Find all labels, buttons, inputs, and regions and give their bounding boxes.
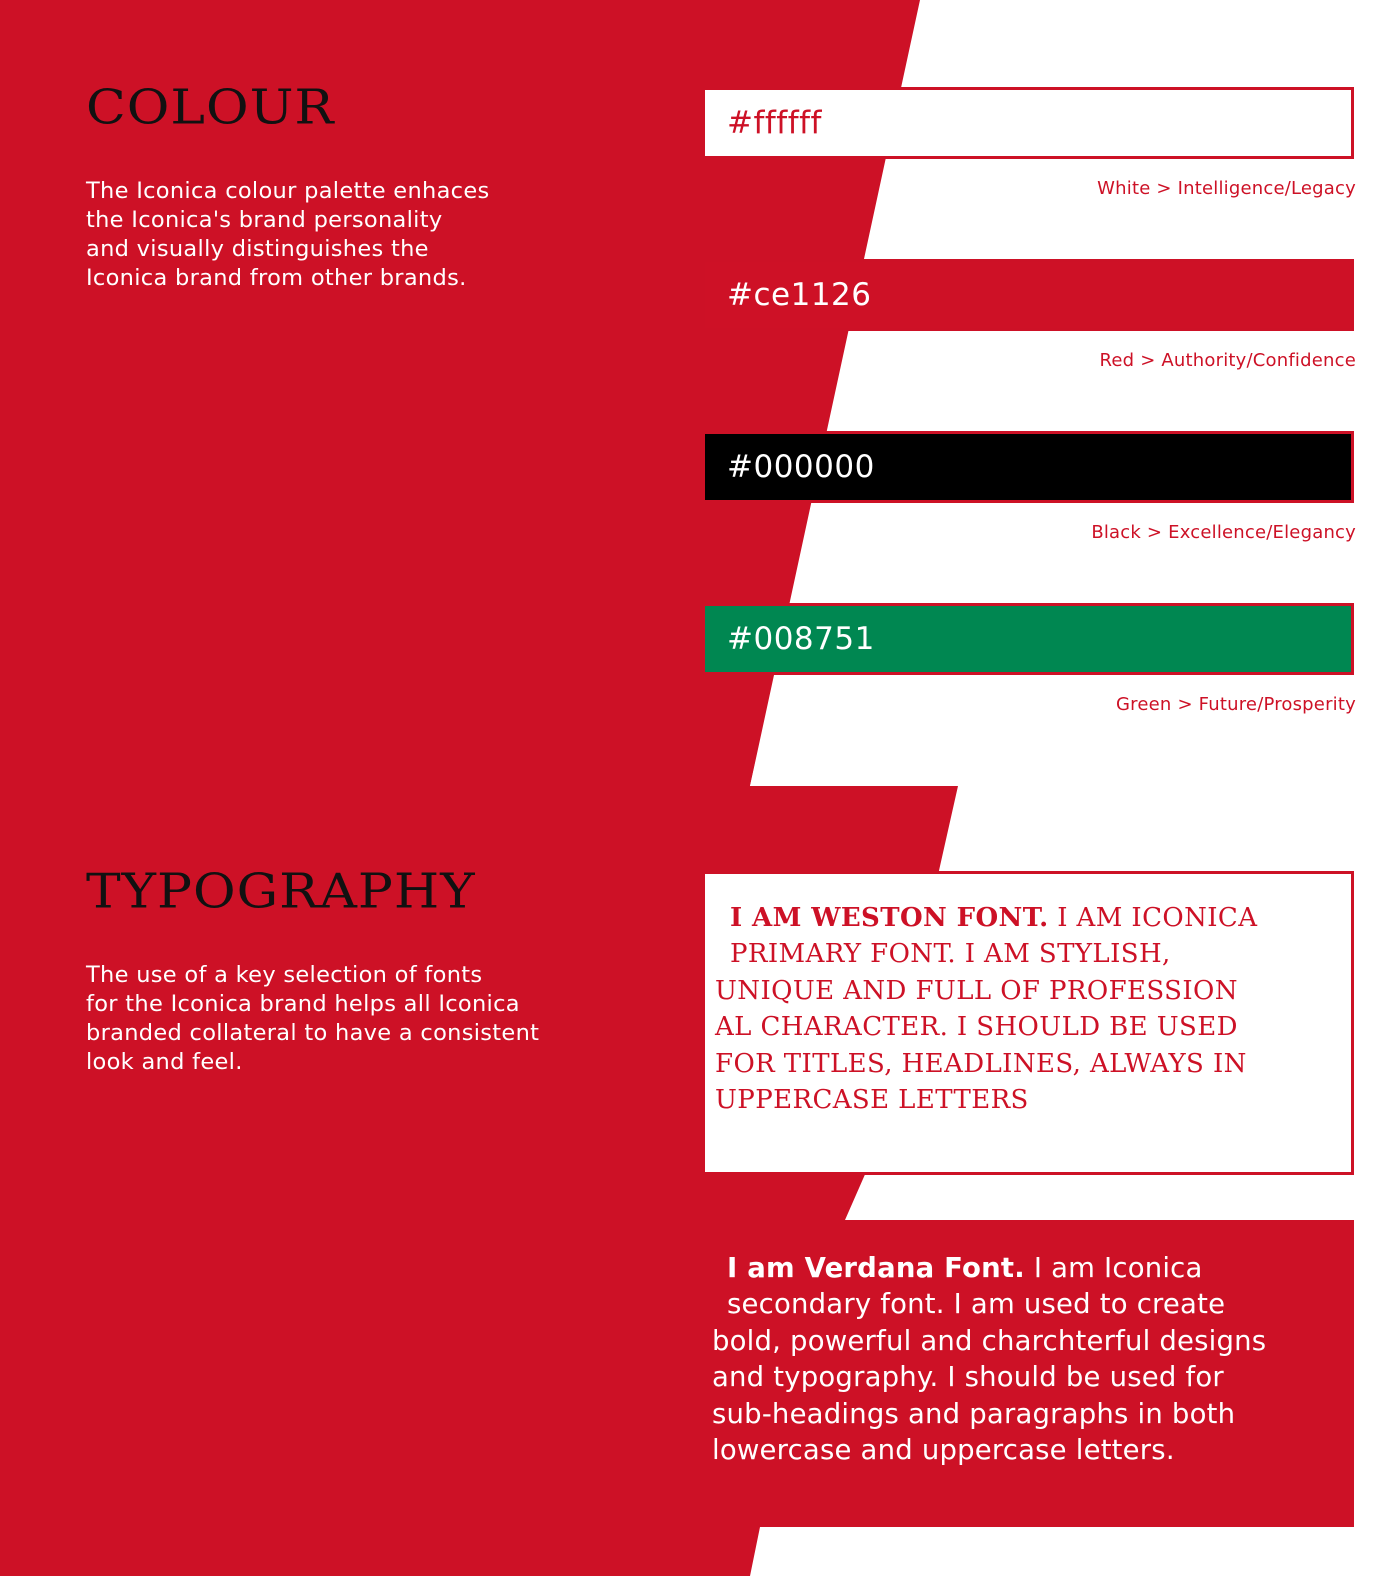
primary-font-text: I AM ICONICA xyxy=(1057,903,1258,933)
secondary-font-line xyxy=(712,1250,1344,1286)
swatch-code: #000000 xyxy=(727,449,875,485)
typography-description xyxy=(86,961,539,1077)
primary-font-line: UPPERCASE LETTERS xyxy=(715,1085,1029,1116)
swatch-caption: Green > Future/Prosperity xyxy=(1116,694,1356,715)
colour-description-line: Iconica brand from other brands. xyxy=(86,265,467,291)
swatch-red xyxy=(702,259,1354,331)
primary-font-line: AL CHARACTER. I SHOULD BE USED xyxy=(715,1012,1238,1043)
typography-description-line: The use of a key selection of fonts xyxy=(86,962,483,988)
swatch-white xyxy=(702,87,1354,159)
typography-description-line: for the Iconica brand helps all Iconica xyxy=(86,991,520,1017)
secondary-font-line: sub-headings and paragraphs in both xyxy=(712,1397,1236,1430)
swatch-caption: White > Intelligence/Legacy xyxy=(1097,178,1356,199)
secondary-font-line: lowercase and uppercase letters. xyxy=(712,1434,1175,1467)
swatch-code: #ffffff xyxy=(727,105,822,141)
swatch-caption: Red > Authority/Confidence xyxy=(1099,350,1356,371)
typography-description-line: look and feel. xyxy=(86,1049,243,1075)
typography-description-line: branded collateral to have a consistent xyxy=(86,1020,540,1046)
secondary-font-sample xyxy=(702,1250,1354,1468)
colour-description-line: The Iconica colour palette enhaces xyxy=(86,178,490,204)
primary-font-line: UNIQUE AND FULL OF PROFESSION xyxy=(715,975,1238,1006)
secondary-font-title: I am Verdana Font. xyxy=(727,1252,1025,1284)
primary-font-line: FOR TITLES, HEADLINES, ALWAYS IN xyxy=(715,1048,1247,1079)
swatch-code: #ce1126 xyxy=(727,277,872,313)
primary-font-line: PRIMARY FONT. I AM STYLISH, xyxy=(730,939,1171,970)
primary-font-sample-box xyxy=(702,871,1354,1175)
secondary-font-sample-box xyxy=(702,1220,1354,1527)
swatch-black xyxy=(702,431,1354,503)
primary-font-sample xyxy=(705,900,1351,1118)
typography-heading: TYPOGRAPHY xyxy=(86,864,476,920)
colour-description-line: and visually distinguishes the xyxy=(86,236,429,262)
primary-font-title: I AM WESTON FONT. xyxy=(730,903,1049,933)
secondary-font-line: secondary font. I am used to create xyxy=(727,1288,1226,1321)
swatch-caption: Black > Excellence/Elegancy xyxy=(1091,522,1356,543)
secondary-font-line: bold, powerful and charchterful designs xyxy=(712,1324,1267,1357)
colour-description-line: the Iconica's brand personality xyxy=(86,207,443,233)
primary-font-line xyxy=(715,900,1341,936)
secondary-font-text: I am Iconica xyxy=(1033,1252,1203,1284)
colour-heading: COLOUR xyxy=(86,80,335,136)
secondary-font-line: and typography. I should be used for xyxy=(712,1361,1224,1394)
swatch-code: #008751 xyxy=(727,621,875,657)
colour-description xyxy=(86,177,490,293)
swatch-green xyxy=(702,603,1354,675)
